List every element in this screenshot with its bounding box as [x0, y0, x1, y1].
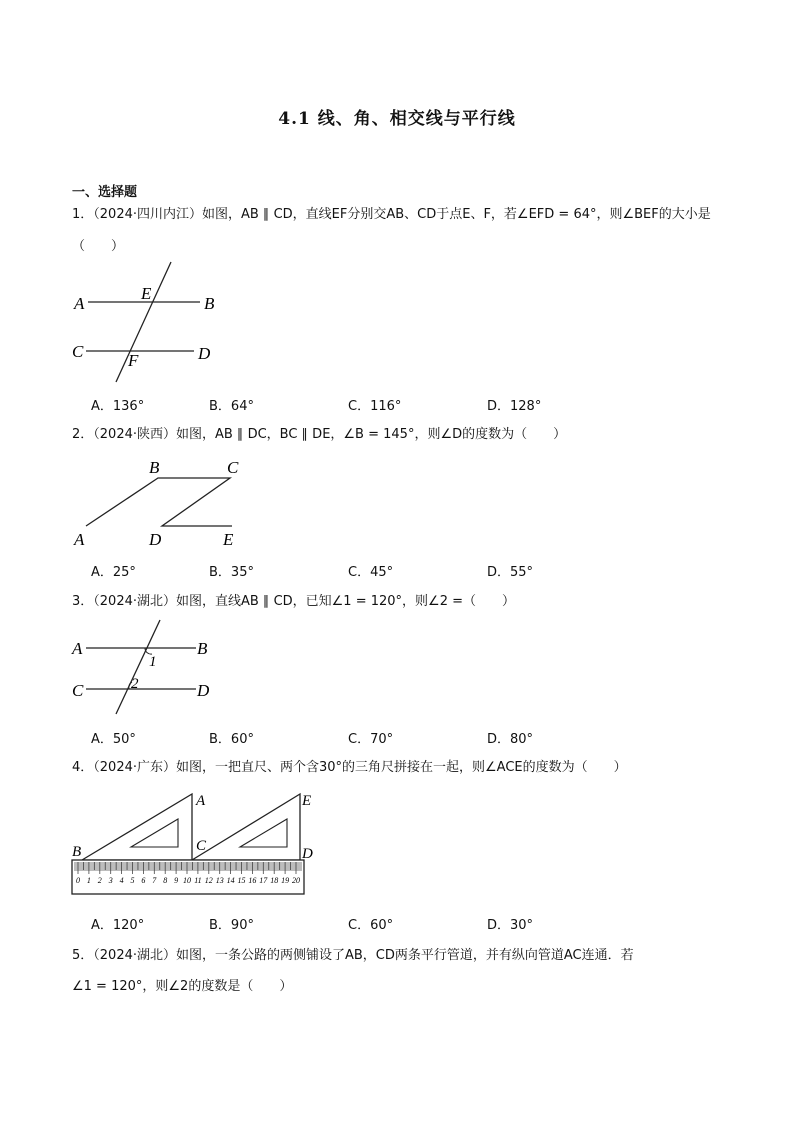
- question-4-option-d: D．30°: [487, 918, 534, 933]
- ruler-number: 1: [86, 876, 91, 885]
- question-2-option-b: B．35°: [209, 565, 254, 580]
- label-c: C: [227, 458, 239, 477]
- question-1-option-b: B．64°: [209, 399, 254, 414]
- ruler-number: 17: [259, 876, 268, 885]
- question-3-text: 3．（2024·湖北）如图，直线AB ∥ CD，已知∠1 = 120°，则∠2 =（ ）: [72, 594, 515, 609]
- page-title: 4.1 线、角、相交线与平行线: [278, 109, 516, 129]
- ruler-numbers: [76, 876, 300, 885]
- ruler-number: 14: [226, 876, 235, 885]
- label-b: B: [149, 458, 160, 477]
- label-b: B: [204, 294, 215, 313]
- line-ef: [116, 262, 171, 382]
- triangle-left: [82, 794, 192, 860]
- ruler-number: 3: [108, 876, 113, 885]
- label-1: 1: [149, 654, 157, 670]
- label-c: C: [196, 838, 207, 854]
- question-3-option-c: C．70°: [348, 732, 394, 747]
- question-3-option-a: A．50°: [91, 732, 136, 747]
- ruler-number: 4: [119, 876, 124, 885]
- question-1-option-d: D．128°: [487, 399, 542, 414]
- question-1-option-a: A．136°: [91, 399, 145, 414]
- ruler-number: 6: [141, 876, 146, 885]
- label-a: A: [74, 530, 85, 549]
- question-4-figure: [70, 790, 320, 902]
- ruler-number: 5: [130, 876, 135, 885]
- question-4-option-c: C．60°: [348, 918, 394, 933]
- question-5-text-line2: ∠1 = 120°，则∠2的度数是（ ）: [72, 979, 293, 994]
- question-3-figure: [70, 618, 230, 718]
- question-2-option-c: C．45°: [348, 565, 394, 580]
- triangle-right-inner: [240, 819, 287, 847]
- label-a: A: [74, 294, 85, 313]
- question-2-option-d: D．55°: [487, 565, 534, 580]
- question-4-text: 4．（2024·广东）如图，一把直尺、两个含30°的三角尺拼接在一起，则∠ACE的度数为（ ）: [72, 760, 627, 775]
- label-b: B: [197, 639, 208, 658]
- question-1-text: 1．（2024·四川内江）如图，AB ∥ CD，直线EF分别交AB、CD于点E、F，若∠EFD = 64°，则∠BEF的大小是: [72, 207, 711, 222]
- label-d: D: [198, 344, 211, 363]
- question-2-figure: [70, 452, 260, 552]
- ruler-number: 16: [248, 876, 257, 885]
- ruler-number: 18: [270, 876, 279, 885]
- question-1-figure: [70, 258, 230, 386]
- label-a: A: [72, 639, 83, 658]
- ruler-number: 12: [204, 876, 213, 885]
- question-4-option-b: B．90°: [209, 918, 254, 933]
- ruler-number: 9: [174, 876, 179, 885]
- ruler-number: 2: [97, 876, 102, 885]
- ruler-strip: [74, 862, 302, 871]
- ruler-number: 0: [76, 876, 80, 885]
- label-c: C: [72, 681, 84, 700]
- triangle-right: [192, 794, 300, 860]
- triangle-left-inner: [131, 819, 178, 847]
- ruler-ticks: [78, 862, 296, 874]
- label-2: 2: [131, 676, 139, 692]
- question-3-option-d: D．80°: [487, 732, 534, 747]
- question-2-text: 2．（2024·陕西）如图，AB ∥ DC，BC ∥ DE，∠B = 145°，则∠D的度数为（ ）: [72, 427, 567, 442]
- label-e: E: [302, 793, 312, 809]
- ruler-number: 7: [152, 876, 157, 885]
- question-4-option-a: A．120°: [91, 918, 145, 933]
- ruler-number: 19: [281, 876, 290, 885]
- ruler-number: 15: [237, 876, 246, 885]
- section-heading: 一、选择题: [72, 185, 138, 200]
- ruler-number: 10: [183, 876, 191, 885]
- label-a: A: [196, 793, 206, 809]
- zigzag-lines: [86, 478, 232, 526]
- label-d: D: [149, 530, 162, 549]
- ruler-number: 13: [215, 876, 224, 885]
- label-b: B: [72, 844, 82, 860]
- question-2-option-a: A．25°: [91, 565, 136, 580]
- question-1-option-c: C．116°: [348, 399, 402, 414]
- ruler-number: 8: [163, 876, 168, 885]
- question-5-text: 5．（2024·湖北）如图，一条公路的两侧铺设了AB，CD两条平行管道，并有纵向管道AC连通．若: [72, 948, 634, 963]
- label-f: F: [128, 351, 139, 370]
- label-d: D: [197, 681, 210, 700]
- label-d: D: [302, 846, 313, 862]
- label-c: C: [72, 342, 84, 361]
- label-e: E: [141, 284, 152, 303]
- label-e: E: [223, 530, 234, 549]
- question-1-bracket: （ ）: [72, 239, 125, 254]
- ruler-number: 11: [194, 876, 202, 885]
- question-3-option-b: B．60°: [209, 732, 254, 747]
- ruler-number: 20: [292, 876, 300, 885]
